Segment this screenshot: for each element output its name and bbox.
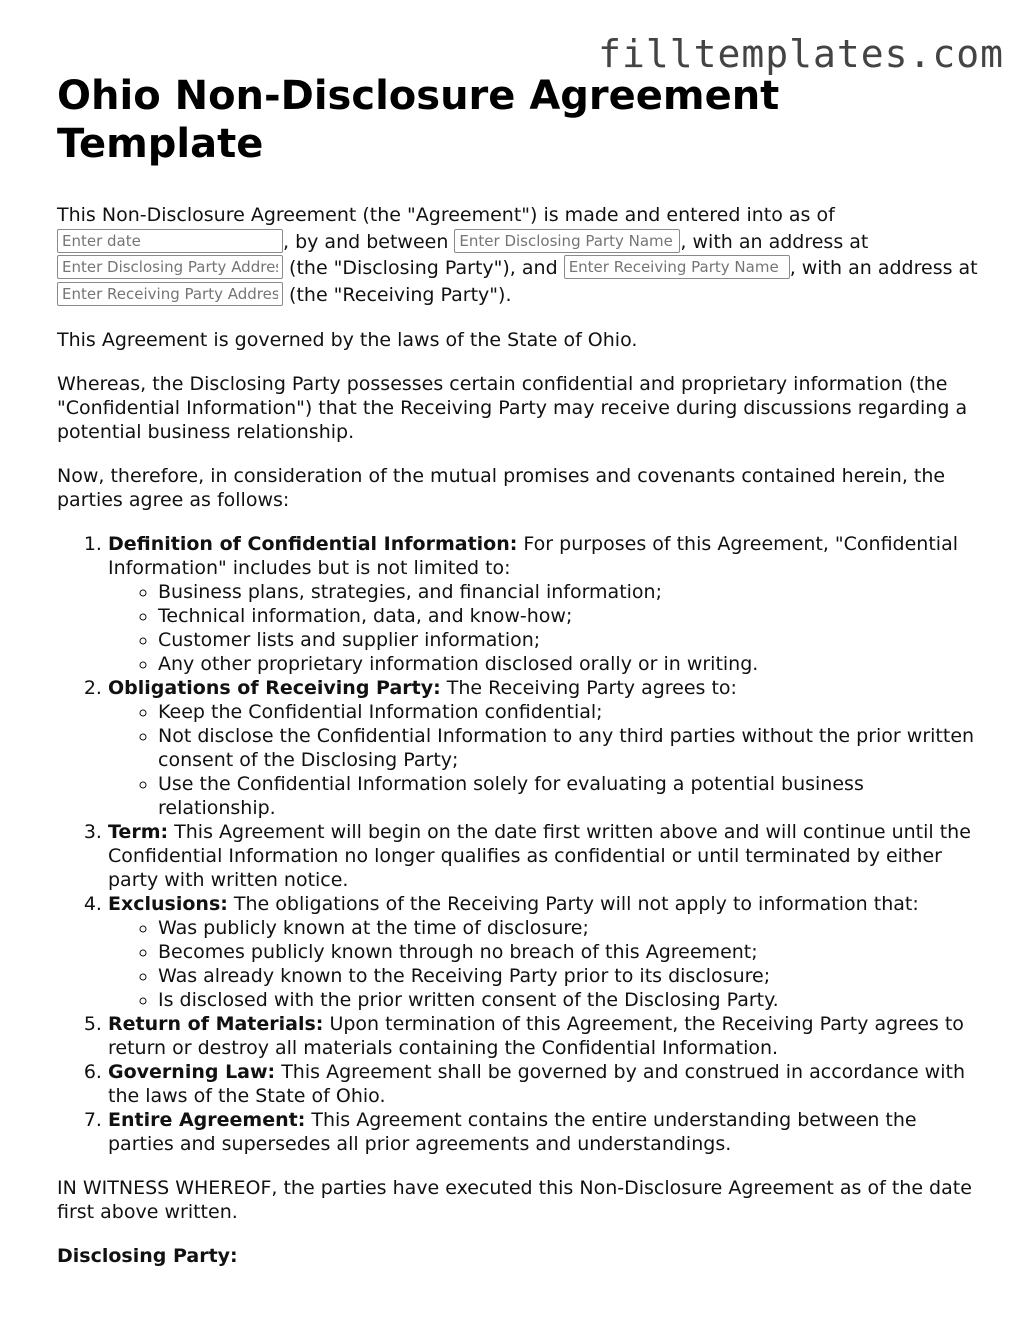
bullet-item: ◦ Technical information, data, and know-how; bbox=[158, 604, 987, 628]
disclosing-party-label: Disclosing Party: bbox=[57, 1245, 238, 1267]
bullet-item: ◦ Is disclosed with the prior written consent of the Disclosing Party. bbox=[158, 988, 987, 1012]
receiving-party-name-input[interactable] bbox=[564, 255, 790, 279]
term-heading: Governing Law: bbox=[108, 1061, 276, 1083]
intro-paragraph bbox=[57, 202, 987, 308]
term-heading: Definition of Confidential Information: bbox=[108, 533, 518, 555]
bullet-item: ◦ Any other proprietary information disclosed orally or in writing. bbox=[158, 652, 987, 676]
bullet-item: ◦ Becomes publicly known through no breach of this Agreement; bbox=[158, 940, 987, 964]
governed-paragraph: This Agreement is governed by the laws of the State of Ohio. bbox=[57, 329, 638, 351]
term-item bbox=[108, 1060, 987, 1108]
bullet-item: ◦ Keep the Confidential Information confidential; bbox=[158, 700, 987, 724]
bullet-item: ◦ Was publicly known at the time of disclosure; bbox=[158, 916, 987, 940]
intro-text-6: (the "Receiving Party"). bbox=[289, 283, 512, 306]
term-text: The obligations of the Receiving Party will not apply to information that: bbox=[233, 893, 919, 915]
intro-text-5: , with an address at bbox=[789, 257, 978, 279]
intro-text-3: , with an address at bbox=[680, 230, 869, 253]
term-heading: Obligations of Receiving Party: bbox=[108, 677, 441, 699]
term-bullets bbox=[108, 916, 987, 1012]
receiving-party-address-input[interactable] bbox=[57, 282, 283, 306]
term-text: For purposes of this Agreement, "Confidential Information" includes but is not limited to: bbox=[108, 533, 959, 579]
term-text: This Agreement will begin on the date first written above and will continue until the Confidential Information no longer qualifies as confidential or until terminated by either party with written notice. bbox=[108, 821, 971, 891]
term-text: The Receiving Party agrees to: bbox=[446, 677, 737, 699]
date-input[interactable] bbox=[57, 229, 283, 253]
intro-text-1: This Non-Disclosure Agreement (the "Agreement") is made and entered into as of bbox=[57, 204, 835, 226]
witness-paragraph: IN WITNESS WHEREOF, the parties have executed this Non-Disclosure Agreement as of the date first above written. bbox=[57, 1177, 972, 1223]
term-bullets bbox=[108, 580, 987, 676]
watermark: filltemplates.com bbox=[598, 32, 1004, 76]
term-item bbox=[108, 892, 987, 1012]
term-heading: Entire Agreement: bbox=[108, 1109, 306, 1131]
term-text: This Agreement contains the entire understanding between the parties and supersedes all prior agreements and understandings. bbox=[108, 1109, 917, 1155]
term-item bbox=[108, 1012, 987, 1060]
bullet-item: ◦ Business plans, strategies, and financial information; bbox=[158, 580, 987, 604]
term-item bbox=[108, 532, 987, 676]
whereas-paragraph: Whereas, the Disclosing Party possesses certain confidential and proprietary information (the "Confidential Information") that the Receiving Party may receive during discussions regarding a potential business relationship. bbox=[57, 373, 968, 443]
intro-text-2: , by and between bbox=[283, 230, 449, 253]
document-body bbox=[57, 72, 987, 1268]
term-heading: Exclusions: bbox=[108, 893, 228, 915]
bullet-item: ◦ Was already known to the Receiving Party prior to its disclosure; bbox=[158, 964, 987, 988]
bullet-item: ◦ Customer lists and supplier information; bbox=[158, 628, 987, 652]
term-bullets bbox=[108, 700, 987, 820]
term-text: This Agreement shall be governed by and construed in accordance with the laws of the State of Ohio. bbox=[108, 1061, 965, 1107]
term-heading: Term: bbox=[108, 821, 169, 843]
page-title: Ohio Non-Disclosure Agreement Template bbox=[57, 73, 780, 167]
terms-list bbox=[57, 532, 987, 1156]
term-text: Upon termination of this Agreement, the Receiving Party agrees to return or destroy all materials containing the Confidential Information. bbox=[108, 1013, 964, 1059]
term-item bbox=[108, 1108, 987, 1156]
term-heading: Return of Materials: bbox=[108, 1013, 324, 1035]
intro-text-4: (the "Disclosing Party"), and bbox=[289, 257, 558, 279]
disclosing-party-name-input[interactable] bbox=[454, 229, 680, 253]
term-item bbox=[108, 820, 987, 892]
bullet-item: ◦ Not disclose the Confidential Information to any third parties without the prior written consent of the Disclosing Party; bbox=[158, 724, 987, 772]
now-therefore-paragraph: Now, therefore, in consideration of the mutual promises and covenants contained herein, the parties agree as follows: bbox=[57, 465, 946, 511]
disclosing-party-address-input[interactable] bbox=[57, 255, 283, 279]
bullet-item: ◦ Use the Confidential Information solely for evaluating a potential business relationship. bbox=[158, 772, 987, 820]
term-item bbox=[108, 676, 987, 820]
